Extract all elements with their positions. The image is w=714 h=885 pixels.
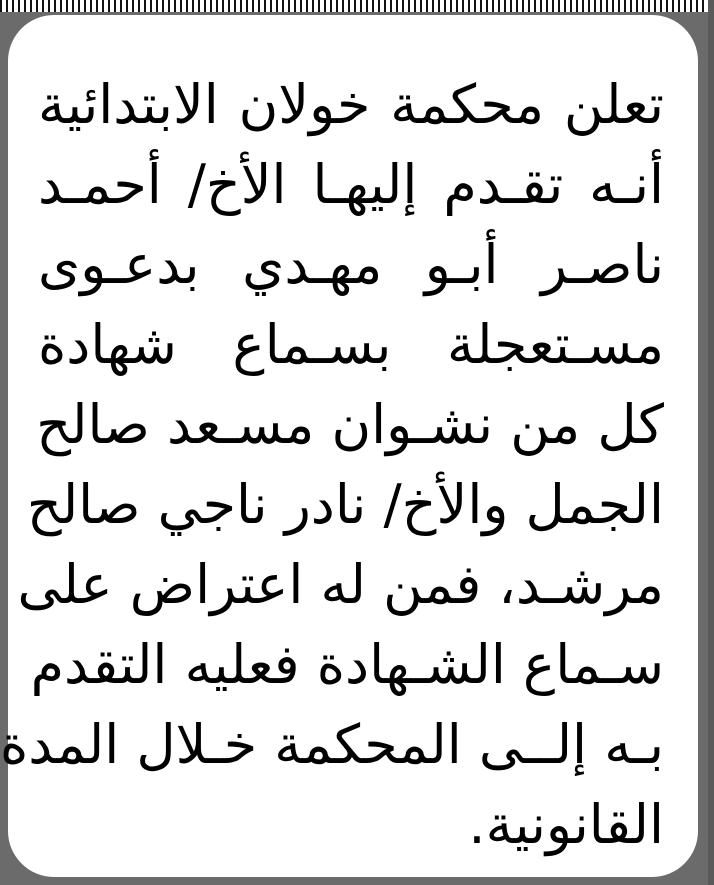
notice-line-4: مسـتعجلة بسـماع شهادة <box>38 313 664 376</box>
notice-line-1: تعلن محكمة خولان الابتدائية <box>38 73 664 136</box>
notice-line-5: كل من نشـوان مسـعد صالح <box>36 393 664 456</box>
notice-line-6: الجمل والأخ/ نادر ناجي صالح <box>26 473 664 536</box>
notice-line-10: القانونية. <box>468 793 664 856</box>
notice-line-3: ناصـر أبـو مهـدي بدعـوى <box>38 233 664 296</box>
page-frame <box>0 12 714 885</box>
right-edge-strip <box>708 0 714 885</box>
notice-line-8: سـماع الشـهادة فعليه التقدم <box>30 633 664 696</box>
notice-line-2: أنـه تقـدم إليهـا الأخ/ أحمـد <box>38 153 664 216</box>
notice-line-9: بـه إلــى المحكمة خـلال المدة <box>0 713 664 776</box>
notice-line-7: مرشـد، فمن له اعتراض على <box>17 553 664 616</box>
court-notice-text <box>0 65 664 865</box>
notice-card <box>0 15 698 877</box>
